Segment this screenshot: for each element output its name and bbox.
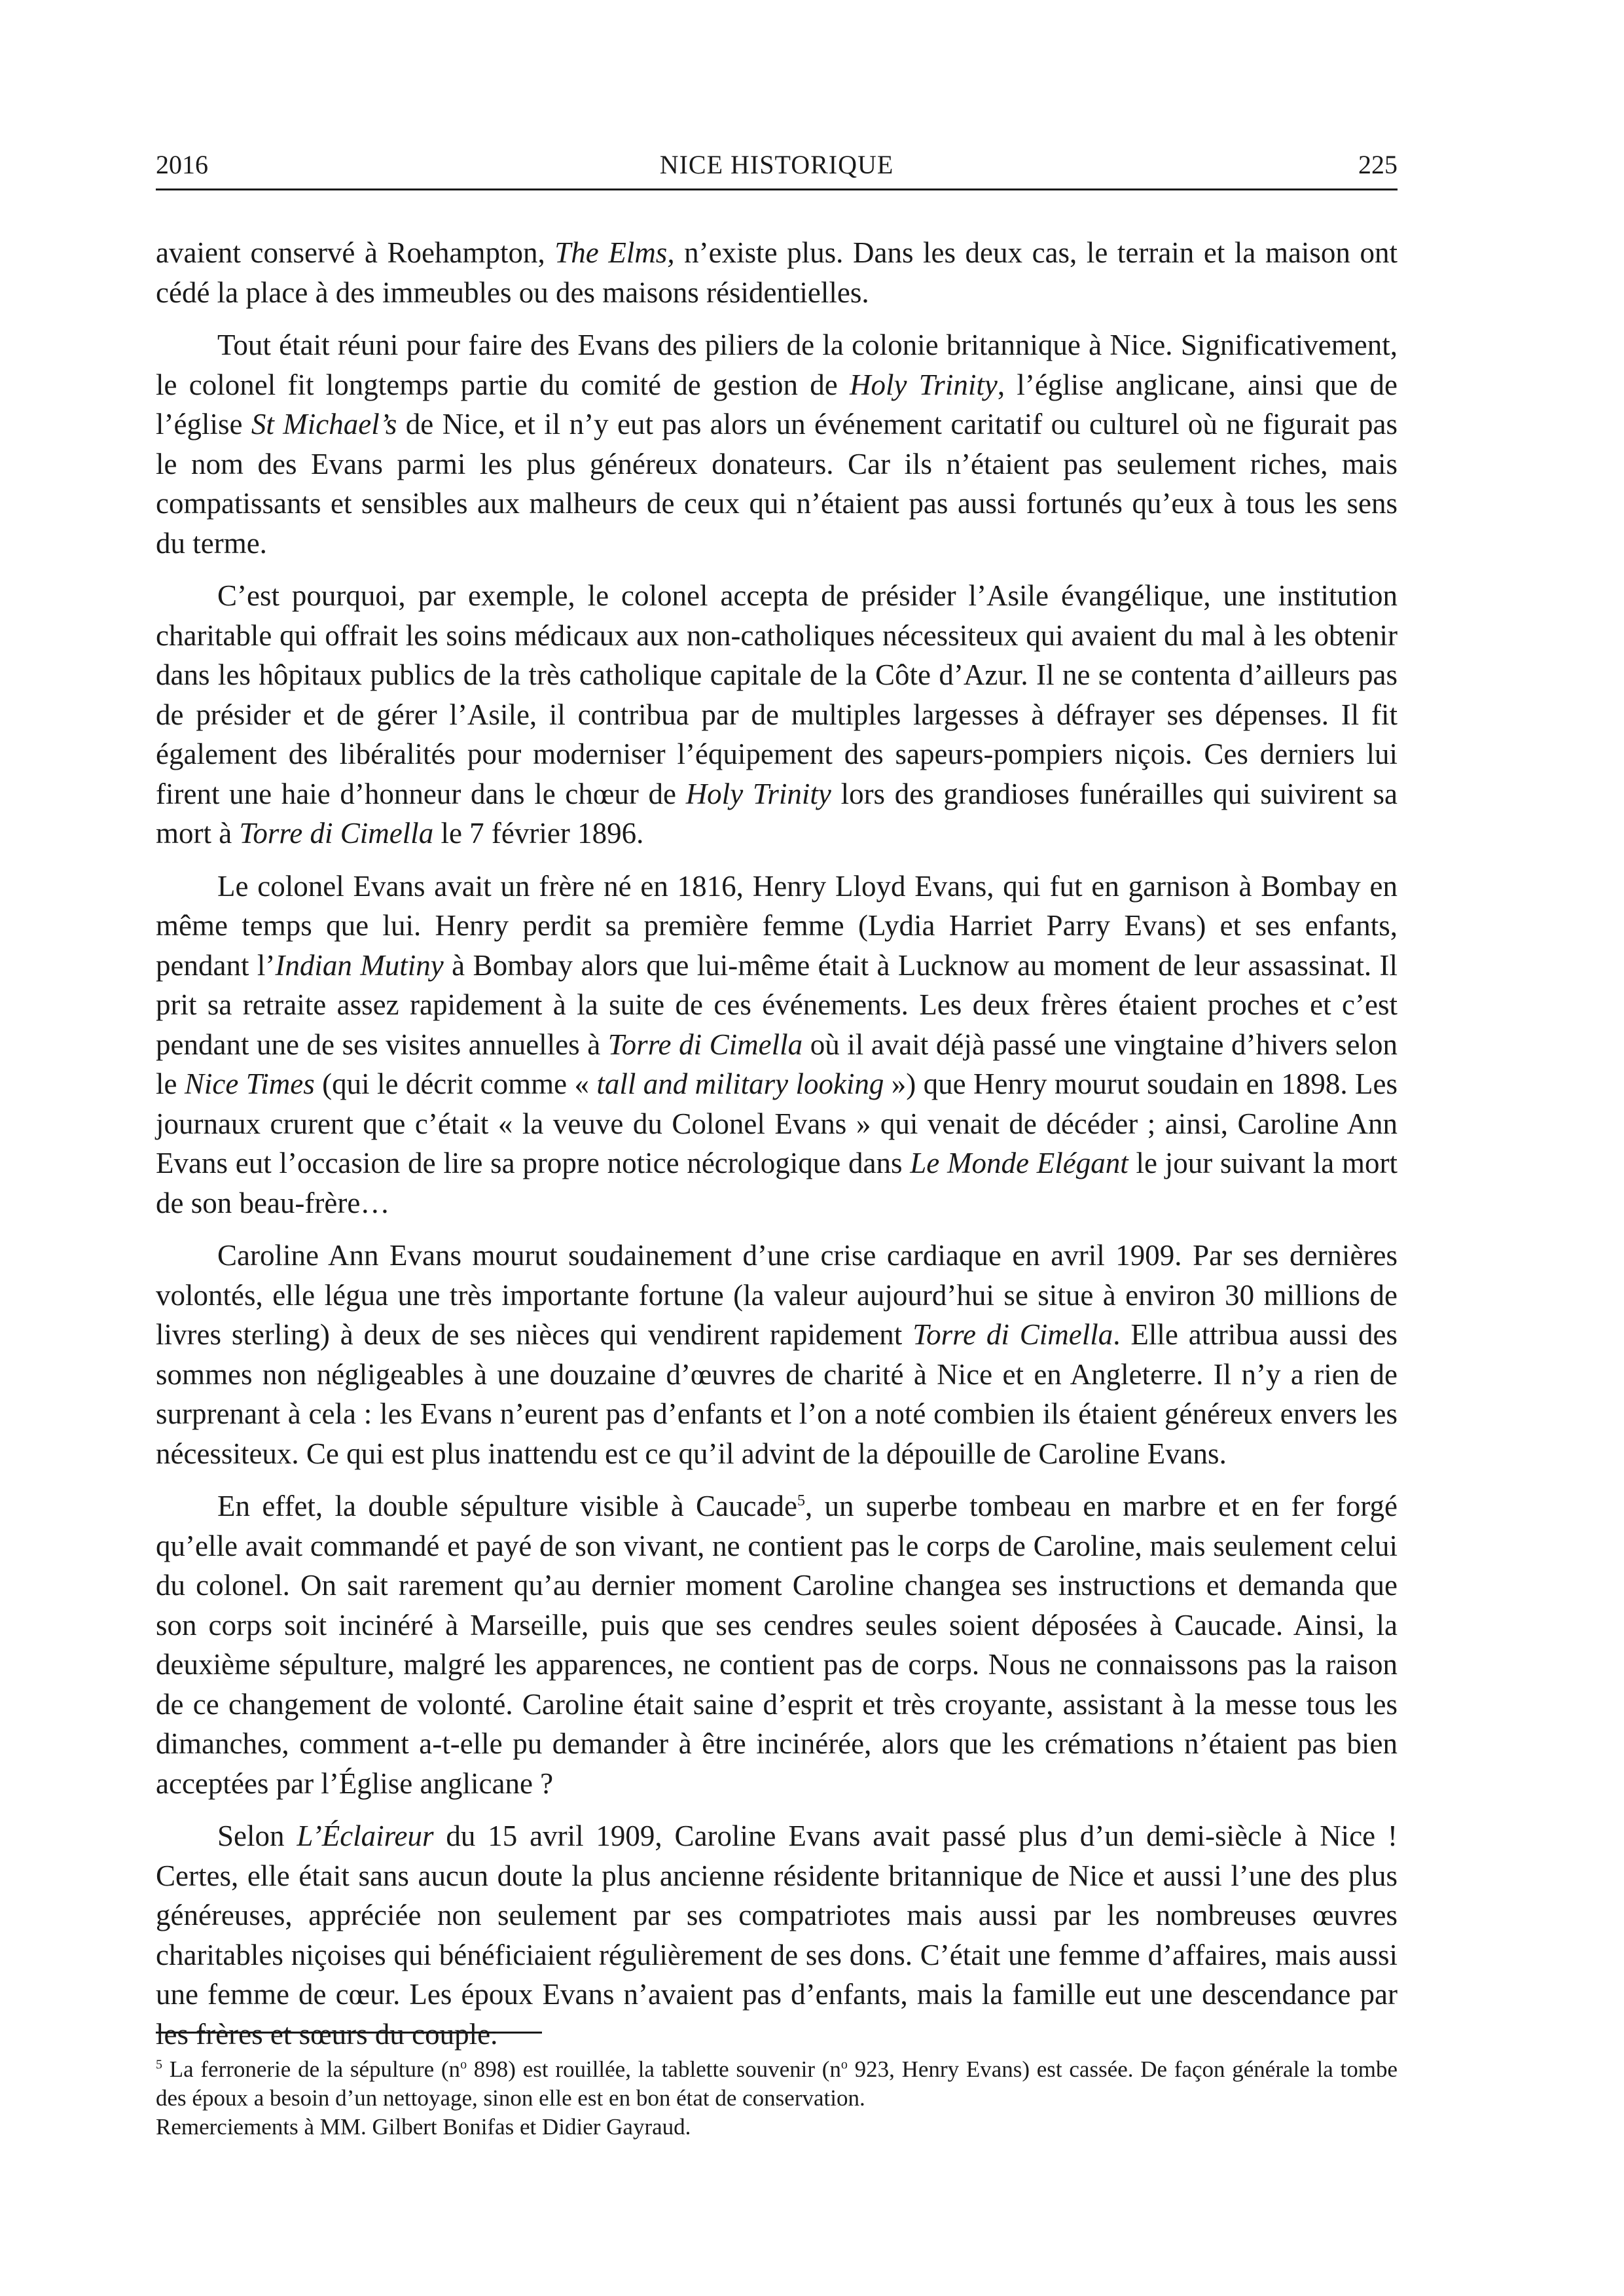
paragraph: Selon L’Éclaireur du 15 avril 1909, Caroline Evans avait passé plus d’un demi-siècle à Nice ! Certes, elle était sans aucun doute la plus ancienne résidente britannique de Nice et aussi l’une des plus généreuses, appréciée non seulement par ses compatriotes mais aussi par les nombreuses œuvres charitables niçoises qui bénéficiaient régulièrement de ses dons. C’était une femme d’affaires, mais aussi une femme de cœur. Les époux Evans n’avaient pas d’enfants, mais la famille eut une descendance par les frères et sœurs du couple. bbox=[156, 1820, 1398, 2051]
paragraph: En effet, la double sépulture visible à Caucade$^5$, un superbe tombeau en marbre et en fer forgé qu’elle avait commandé et payé de son vivant, ne contient pas le corps de Caroline, mais seulement celui du colonel. On sait rarement qu’au dernier moment Caroline changea ses instructions et demanda que son corps soit incinéré à Marseille, puis que ses cendres seules soient déposées à Caucade. Ainsi, la deuxième sépulture, malgré les apparences, ne contient pas de corps. Nous ne connaissons pas la raison de ce changement de volonté. Caroline était saine d’esprit et très croyante, assistant à la messe tous les dimanches, comment a-t-elle pu demander à être incinérée, alors que les crémations n’étaient pas bien acceptées par l’Église anglicane ? bbox=[156, 1490, 1398, 1800]
italic-title: Torre di Cimella bbox=[912, 1318, 1113, 1351]
paragraph: avaient conservé à Roehampton, The Elms, n’existe plus. Dans les deux cas, le terrain et la maison ont cédé la place à des immeubles ou des maisons résidentielles. bbox=[156, 236, 1398, 309]
superscript: o bbox=[460, 2057, 467, 2072]
footnotes bbox=[156, 2055, 1398, 2142]
article-body bbox=[156, 233, 1398, 2067]
italic-title: Holy Trinity bbox=[850, 368, 998, 401]
superscript: 5 bbox=[797, 1492, 805, 1509]
acknowledgement: Remerciements à MM. Gilbert Bonifas et Didier Gayraud. bbox=[156, 2114, 691, 2140]
italic-title: The Elms, bbox=[554, 236, 675, 269]
italic-title: tall and military looking bbox=[596, 1067, 884, 1100]
italic-title: Holy Trinity bbox=[685, 777, 831, 810]
footnote-5 bbox=[156, 2055, 1398, 2113]
paragraph: Le colonel Evans avait un frère né en 1816, Henry Lloyd Evans, qui fut en garnison à Bombay en même temps que lui. Henry perdit sa première femme (Lydia Harriet Parry Evans) et ses enfants, pendant l’Indian Mutiny à Bombay alors que lui-même était à Lucknow au moment de leur assassinat. Il prit sa retraite assez rapidement à la suite de ces événements. Les deux frères étaient proches et c’est pendant une de ses visites annuelles à Torre di Cimella où il avait déjà passé une vingtaine d’hivers selon le Nice Times (qui le décrit comme « tall and military looking ») que Henry mourut soudain en 1898. Les journaux crurent que c’était « la veuve du Colonel Evans » qui venait de décéder ; ainsi, Caroline Ann Evans eut l’occasion de lire sa propre notice nécrologique dans Le Monde Elégant le jour suivant la mort de son beau-frère… bbox=[156, 869, 1398, 1219]
paragraph: C’est pourquoi, par exemple, le colonel accepta de présider l’Asile évangélique, une institution charitable qui offrait les soins médicaux aux non-catholiques nécessiteux qui avaient du mal à les obtenir dans les hôpitaux publics de la très catholique capitale de la Côte d’Azur. Il ne se contenta d’ailleurs pas de présider et de gérer l’Asile, il contribua par de multiples largesses à défrayer ses dépenses. Il fit également des libéralités pour moderniser l’équipement des sapeurs-pompiers niçois. Ces derniers lui firent une haie d’honneur dans le chœur de Holy Trinity lors des grandioses funérailles qui suivirent sa mort à Torre di Cimella le 7 février 1896. bbox=[156, 579, 1398, 850]
footnote-number: 5 bbox=[156, 2057, 162, 2072]
header-journal-title: NICE HISTORIQUE bbox=[659, 150, 894, 179]
superscript: o bbox=[840, 2057, 848, 2072]
header-year: 2016 bbox=[156, 150, 208, 179]
paragraph: Caroline Ann Evans mourut soudainement d’une crise cardiaque en avril 1909. Par ses dernières volontés, elle légua une très importante fortune (la valeur aujourd’hui se situe à environ 30 millions de livres sterling) à deux de ses nièces qui vendirent rapidement Torre di Cimella. Elle attribua aussi des sommes non négligeables à une douzaine d’œuvres de charité à Nice et en Angleterre. Il n’y a rien de surprenant à cela : les Evans n’eurent pas d’enfants et l’on a noté combien ils étaient généreux envers les nécessiteux. Ce qui est plus inattendu est ce qu’il advint de la dépouille de Caroline Evans. bbox=[156, 1239, 1398, 1470]
paragraph: Tout était réuni pour faire des Evans des piliers de la colonie britannique à Nice. Significativement, le colonel fit longtemps partie du comité de gestion de Holy Trinity, l’église anglicane, ainsi que de l’église St Michael’s de Nice, et il n’y eut pas alors un événement caritatif ou culturel où ne figurait pas le nom des Evans parmi les plus généreux donateurs. Car ils n’étaient pas seulement riches, mais compatissants et sensibles aux malheurs de ceux qui n’étaient pas aussi fortunés qu’eux à tous les sens du terme. bbox=[156, 329, 1398, 560]
running-header bbox=[156, 148, 1398, 190]
footnote-text: La ferronerie de la sépulture (n$^o$ 898) est rouillée, la tablette souvenir (n$^o$ 923, Henry Evans) est cassée. De façon générale la tombe des époux a besoin d’un nettoyage, sinon elle est en bon état de conservation. bbox=[156, 2056, 1398, 2111]
italic-title: Torre di Cimella bbox=[239, 817, 434, 850]
italic-title: St Michael’s bbox=[251, 408, 397, 440]
italic-title: Le Monde Elégant bbox=[910, 1147, 1128, 1179]
header-page-number: 225 bbox=[1358, 150, 1398, 179]
italic-title: Torre di Cimella bbox=[607, 1028, 803, 1061]
footnote-separator bbox=[156, 2032, 542, 2034]
italic-title: Nice Times bbox=[184, 1067, 315, 1100]
italic-title: L’Éclaireur bbox=[297, 1820, 434, 1852]
italic-title: Indian Mutiny bbox=[275, 948, 444, 982]
